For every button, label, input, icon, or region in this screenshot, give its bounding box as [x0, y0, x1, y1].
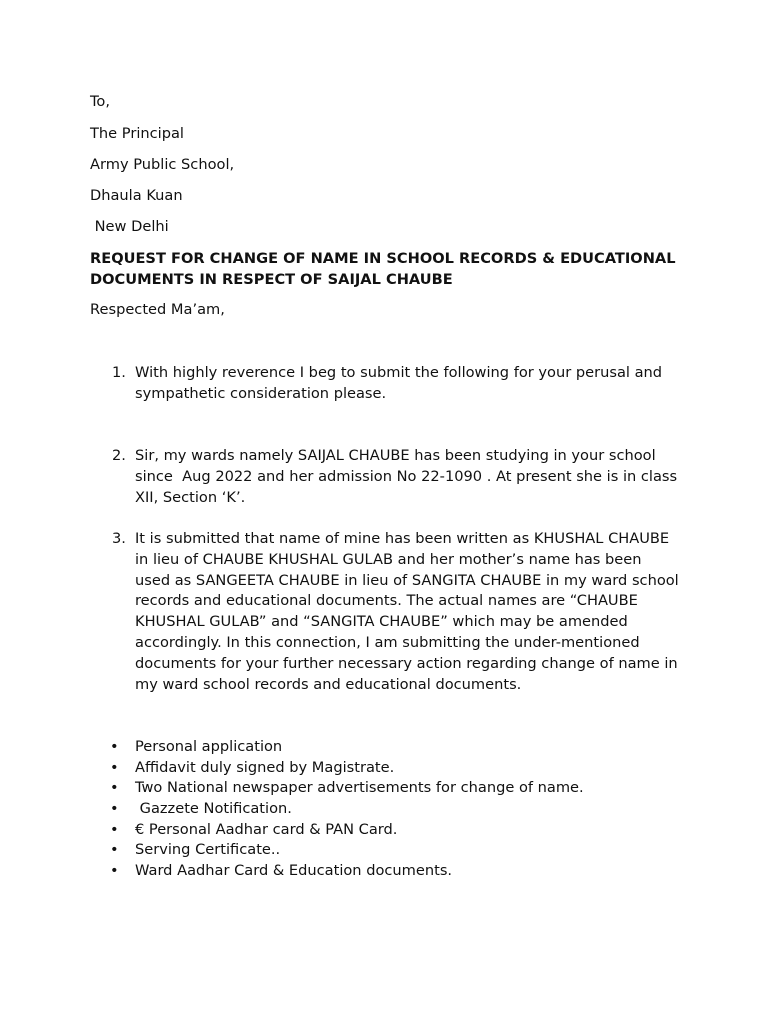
bullet-icon: • — [110, 820, 119, 838]
document-label: Ward Aadhar Card & Education documents. — [135, 862, 453, 880]
document-label: € Personal Aadhar card & PAN Card. — [135, 820, 398, 838]
bullet-icon: • — [110, 841, 119, 859]
bullet-icon: • — [110, 738, 119, 755]
bullet-icon: • — [110, 862, 119, 880]
salutation: Respected Ma’am, — [90, 301, 225, 318]
list-item — [0, 820, 768, 841]
document-label: Serving Certificate.. — [135, 841, 281, 859]
letter-subject: REQUEST FOR CHANGE OF NAME IN SCHOOL RECORDS & EDUCATIONAL DOCUMENTS IN RESPECT OF SAIJAL CHAUBE — [90, 250, 676, 288]
paragraph-text: Sir, my wards namely SAIJAL CHAUBE has been studying in your school since Aug 2022 and her admission No 22-1090 . At present she is in class XII, Section ‘K’. — [135, 447, 682, 506]
document-label: Two National newspaper advertisements for change of name. — [135, 779, 584, 797]
bullet-icon: • — [110, 800, 119, 818]
address-recipient: The Principal — [90, 125, 184, 142]
paragraph-number: 1. — [112, 364, 126, 381]
document-label: Personal application — [135, 738, 283, 755]
list-item — [0, 799, 768, 820]
list-item — [0, 778, 768, 799]
list-item — [0, 840, 768, 861]
paragraph-text: With highly reverence I beg to submit the following for your perusal and sympathetic consideration please. — [135, 364, 663, 402]
address-to: To, — [90, 93, 111, 110]
document-label: Affidavit duly signed by Magistrate. — [135, 758, 395, 776]
paragraph-text: It is submitted that name of mine has been written as KHUSHAL CHAUBE in lieu of CHAUBE KHUSHAL GULAB and her mother’s name has been used as SANGEETA CHAUBE in lieu of SANGITA CHAUBE in my ward school records and educational documents. The actual names are “CHAUBE KHUSHAL GULAB” and “SANGITA CHAUBE” which may be amended accordingly. In this connection, I am submitting the under-mentioned documents for your further necessary action regarding change of name in my ward school records and educational documents. — [135, 530, 679, 693]
document-label: Gazzete Notification. — [135, 800, 292, 818]
list-item — [0, 861, 768, 882]
list-item — [0, 758, 768, 779]
paragraph-number: 3. — [112, 530, 126, 547]
documents-list — [0, 737, 768, 882]
address-school: Army Public School, — [90, 156, 235, 173]
list-item — [0, 737, 768, 758]
bullet-icon: • — [110, 779, 119, 797]
address-locality: Dhaula Kuan — [90, 187, 183, 204]
paragraph-number: 2. — [112, 447, 126, 464]
bullet-icon: • — [110, 758, 119, 776]
address-city: New Delhi — [90, 218, 169, 235]
